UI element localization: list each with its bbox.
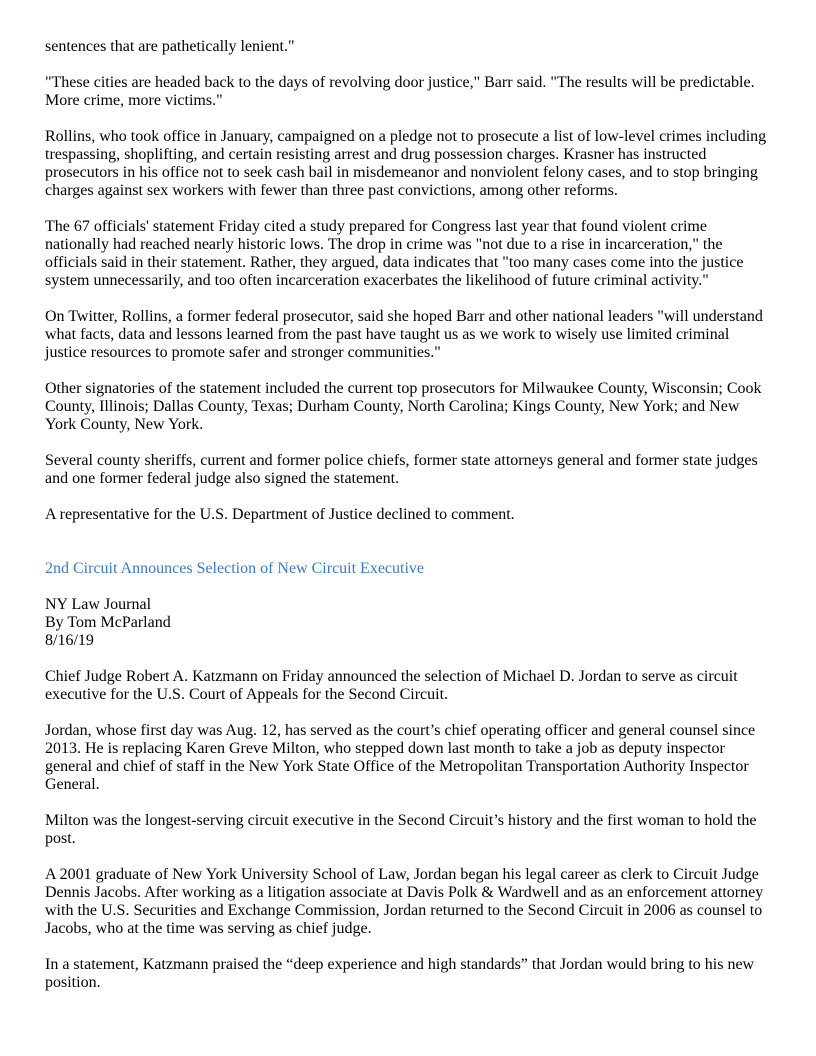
- paragraph: The 67 officials' statement Friday cited a study prepared for Congress last year that found violent crime nationally had reached nearly historic lows. The drop in crime was "not due to a rise in incarceration," the officials said in their statement. Rather, they argued, data indicates that "too many cases come into the justice system unnecessarily, and too often incarceration exacerbates the likelihood of future criminal activity.": [45, 218, 744, 289]
- article-date: 8/16/19: [45, 632, 94, 649]
- article-barr-prosecutors: [45, 38, 771, 524]
- paragraph: Chief Judge Robert A. Katzmann on Friday announced the selection of Michael D. Jordan to serve as circuit executive for the U.S. Court of Appeals for the Second Circuit.: [45, 668, 738, 703]
- paragraph: Other signatories of the statement included the current top prosecutors for Milwaukee County, Wisconsin; Cook County, Illinois; Dallas County, Texas; Durham County, North Carolina; Kings County, New York; and New York County, New York.: [45, 380, 762, 433]
- article-circuit-executive: [45, 560, 771, 992]
- paragraph: sentences that are pathetically lenient.": [45, 38, 295, 55]
- paragraph: A representative for the U.S. Department of Justice declined to comment.: [45, 506, 515, 523]
- article-author: By Tom McParland: [45, 614, 171, 631]
- paragraph: Rollins, who took office in January, campaigned on a pledge not to prosecute a list of low-level crimes including trespassing, shoplifting, and certain resisting arrest and drug possession charges. Krasner has instructed prosecutors in his office not to seek cash bail in misdemeanor and nonviolent felony cases, and to stop bringing charges against sex workers with fewer than three past convictions, among other reforms.: [45, 128, 767, 199]
- paragraph: Milton was the longest-serving circuit executive in the Second Circuit’s history and the first woman to hold the post.: [45, 812, 757, 847]
- document-page: [45, 38, 771, 1010]
- paragraph: A 2001 graduate of New York University School of Law, Jordan began his legal career as clerk to Circuit Judge Dennis Jacobs. After working as a litigation associate at Davis Polk & Wardwell and as an enforcement attorney with the U.S. Securities and Exchange Commission, Jordan returned to the Second Circuit in 2006 as counsel to Jacobs, who at the time was serving as chief judge.: [45, 866, 764, 937]
- article-byline: [45, 596, 771, 650]
- paragraph: "These cities are headed back to the days of revolving door justice," Barr said. "The results will be predictable. More crime, more victims.": [45, 74, 755, 109]
- paragraph: In a statement, Katzmann praised the “deep experience and high standards” that Jordan would bring to his new position.: [45, 956, 755, 991]
- paragraph: On Twitter, Rollins, a former federal prosecutor, said she hoped Barr and other national leaders "will understand what facts, data and lessons learned from the past have taught us as we work to wisely use limited criminal justice resources to promote safer and stronger communities.": [45, 308, 763, 361]
- paragraph: Jordan, whose first day was Aug. 12, has served as the court’s chief operating officer and general counsel since 2013. He is replacing Karen Greve Milton, who stepped down last month to take a job as deputy inspector general and chief of staff in the New York State Office of the Metropolitan Transportation Authority Inspector General.: [45, 722, 756, 793]
- article-headline-link[interactable]: 2nd Circuit Announces Selection of New Circuit Executive: [45, 560, 425, 577]
- article-source: NY Law Journal: [45, 596, 152, 613]
- paragraph: Several county sheriffs, current and former police chiefs, former state attorneys general and former state judges and one former federal judge also signed the statement.: [45, 452, 758, 487]
